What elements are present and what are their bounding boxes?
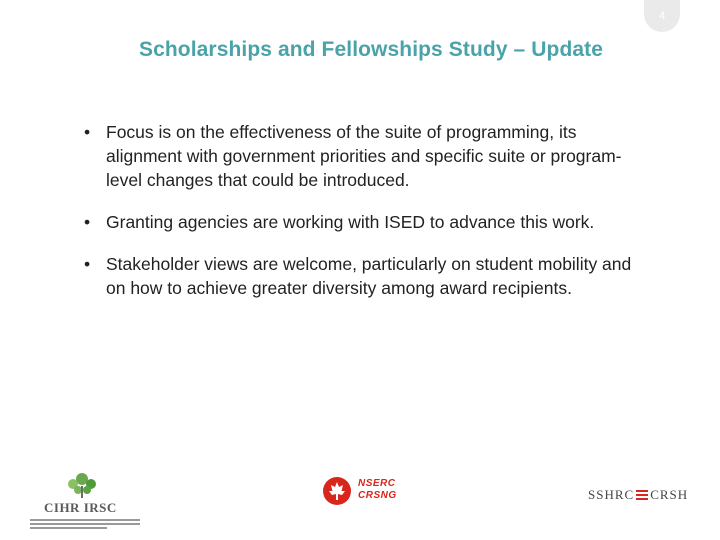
page-number: 4: [644, 0, 680, 32]
bullet-text: Stakeholder views are welcome, particularly on student mobility and on how to achieve greater diversity among award recipients.: [106, 254, 632, 298]
cihr-logo: [30, 470, 130, 530]
bullet-item: [82, 210, 642, 234]
footer-logos: [0, 460, 720, 540]
cihr-logo-text: CIHR IRSC: [44, 500, 117, 515]
maple-leaf-icon: [322, 476, 352, 506]
bullet-text: Granting agencies are working with ISED to advance this work.: [106, 212, 595, 232]
nserc-label: NSERC: [358, 478, 396, 489]
slide-title: Scholarships and Fellowships Study – Update: [138, 38, 604, 61]
cihr-tree-icon: [62, 470, 102, 498]
bullet-marker: •: [84, 212, 91, 232]
nserc-logo-text: [358, 478, 397, 502]
crsng-label: CRSNG: [358, 490, 397, 501]
crsh-label: CRSH: [650, 487, 689, 502]
bullet-item: [82, 252, 642, 300]
sshrc-bars-icon: [636, 488, 648, 502]
bullet-text: Focus is on the effectiveness of the suite of programming, its alignment with government priorities and specific suite or program-level changes that could be introduced.: [106, 122, 622, 190]
cihr-logo-subtitle-lines: [30, 517, 140, 529]
sshrc-label: SSHRC: [588, 487, 635, 502]
bullet-list: [82, 120, 642, 318]
nserc-logo: [322, 476, 412, 516]
bullet-marker: •: [84, 254, 91, 274]
bullet-marker: •: [84, 122, 91, 142]
sshrc-logo: [588, 487, 688, 503]
bullet-item: [82, 120, 642, 192]
